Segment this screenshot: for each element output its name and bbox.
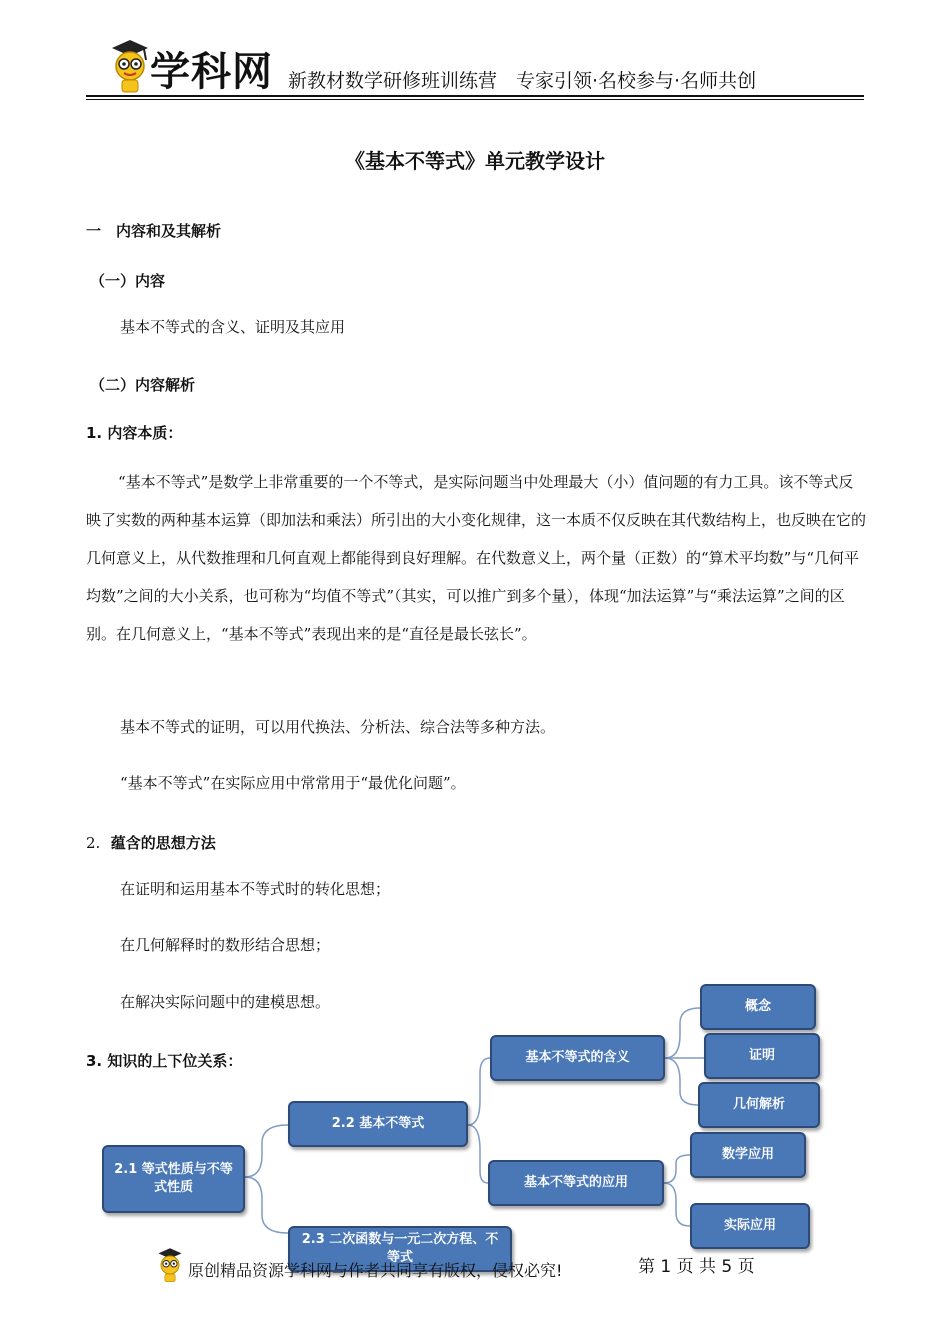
mascot-icon — [108, 38, 152, 94]
node-quadratic-function: 2.3 二次函数与一元二次方程、不等式 — [288, 1226, 512, 1272]
node-proof: 证明 — [704, 1033, 820, 1079]
connector-22-meaning — [468, 1058, 490, 1125]
item-heading-thinking — [86, 832, 216, 853]
node-math-application: 数学应用 — [690, 1132, 806, 1178]
brand-name: 学科网 — [150, 49, 273, 95]
connector-meaning-concept — [665, 1008, 700, 1058]
connector-app-real — [664, 1183, 690, 1226]
header-divider — [86, 95, 864, 97]
node-inequality-properties: 2.1 等式性质与不等式性质 — [102, 1145, 245, 1213]
header-divider-thin — [86, 99, 864, 100]
node-geometry: 几何解析 — [698, 1082, 820, 1128]
essence-paragraph-text: “基本不等式”是数学上非常重要的一个不等式，是实际问题当中处理最大（小）值问题的有力工具。该不等式反映了实数的两种基本运算（即加法和乘法）所引出的大小变化规律，这一本质不仅反映在其代数结构上，也反映在它的几何意义上，从代数推理和几何直观上都能得到良好理解。在代数意义上，两个量（正数）的“算术平均数”与“几何平均数”之间的大小关系，也可称为“均值不等式”（其实，可以推广到多个量），体现“加法运算”与“乘法运算”之间的区别。在几何意义上，“基本不等式”表现出来的是“直径是最长弦长”。 — [86, 473, 867, 643]
node-meaning: 基本不等式的含义 — [490, 1035, 665, 1081]
item-heading-essence: 1. 内容本质： — [86, 424, 183, 442]
section-heading: 一 内容和及其解析 — [86, 222, 222, 240]
thinking-line: 在证明和运用基本不等式时的转化思想； — [120, 880, 391, 898]
connector-root-22 — [245, 1125, 288, 1177]
subsection-heading-content: （一）内容 — [90, 272, 166, 290]
connector-root-23 — [245, 1177, 288, 1233]
thinking-line: 在解决实际问题中的建模思想。 — [120, 993, 331, 1011]
item-title: 蕴含的思想方法 — [110, 834, 216, 852]
connector-meaning-geometry — [665, 1058, 698, 1105]
page-number: 第 1 页 共 5 页 — [638, 1257, 755, 1277]
connector-app-math — [664, 1155, 690, 1183]
footer-copyright: 原创精品资源学科网与作者共同享有版权，侵权必究! — [188, 1261, 563, 1280]
connector-22-application — [468, 1125, 488, 1183]
application-text: “基本不等式”在实际应用中常常用于“最优化问题”。 — [120, 774, 466, 792]
content-text: 基本不等式的含义、证明及其应用 — [120, 318, 346, 336]
header-slogan: 新教材数学研修班训练营 专家引领·名校参与·名师共创 — [288, 70, 757, 92]
mascot-icon — [154, 1247, 186, 1283]
item-number: 2. — [86, 834, 101, 852]
proof-methods-text: 基本不等式的证明，可以用代换法、分析法、综合法等多种方法。 — [120, 718, 556, 736]
node-real-application: 实际应用 — [690, 1203, 810, 1249]
thinking-line: 在几何解释时的数形结合思想； — [120, 936, 331, 954]
document-title: 《基本不等式》单元教学设计 — [345, 149, 605, 173]
node-concept: 概念 — [700, 984, 816, 1030]
subsection-heading-analysis: （二）内容解析 — [90, 376, 196, 394]
knowledge-diagram — [0, 975, 950, 1275]
item-heading-hierarchy: 3. 知识的上下位关系： — [86, 1052, 243, 1070]
node-basic-inequality: 2.2 基本不等式 — [288, 1101, 468, 1147]
essence-paragraph — [86, 463, 866, 653]
node-application: 基本不等式的应用 — [488, 1160, 664, 1206]
footer-logo — [154, 1247, 186, 1283]
